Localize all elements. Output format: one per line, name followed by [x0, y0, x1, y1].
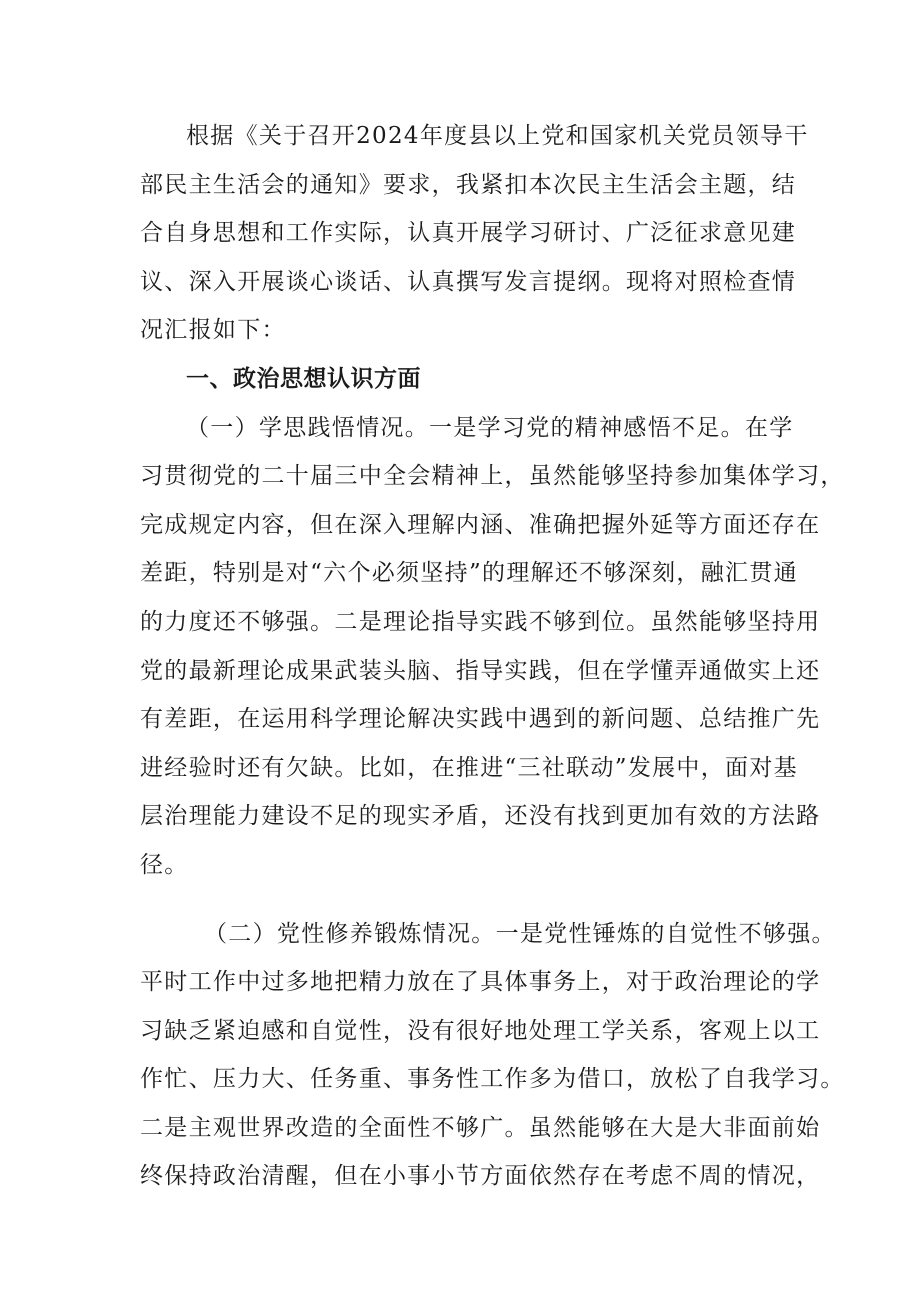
section1-part1-paragraph	[140, 404, 845, 890]
paragraph-line: 径。	[140, 851, 189, 878]
paragraph-line: 合自身思想和工作实际，认真开展学习研讨、广泛征求意见建	[140, 220, 797, 247]
paragraph-line: （一）学思践悟情况。一是学习党的精神感悟不足。在学	[186, 414, 794, 441]
paragraph-line: 部民主生活会的通知》要求，我紧扣本次民主生活会主题，结	[140, 171, 797, 198]
paragraph-line: 二是主观世界改造的全面性不够广。虽然能够在大是大非面前始	[140, 1114, 821, 1141]
paragraph-line: 有差距，在运用科学理论解决实践中遇到的新问题、总结推广先	[140, 706, 821, 733]
paragraph-line: 进经验时还有欠缺。比如，在推进“三社联动”发展中，面对基	[140, 754, 798, 781]
paragraph-spacer	[140, 890, 780, 910]
paragraph-line: 议、深入开展谈心谈话、认真撰写发言提纲。现将对照检查情	[140, 268, 797, 295]
section-heading: 一、政治思想认识方面	[186, 365, 421, 392]
paragraph-line: 的力度还不够强。二是理论指导实践不够到位。虽然能够坚持用	[140, 608, 821, 635]
document-body	[140, 112, 845, 1201]
intro-paragraph	[140, 112, 809, 355]
paragraph-line: 作忙、压力大、任务重、事务性工作多为借口，放松了自我学习。	[140, 1066, 845, 1093]
paragraph-line: 终保持政治清醒，但在小事小节方面依然存在考虑不周的情况，	[140, 1163, 821, 1190]
paragraph-line: 差距，特别是对“六个必须坚持”的理解还不够深刻，融汇贯通	[140, 560, 798, 587]
paragraph-line: 完成规定内容，但在深入理解内涵、准确把握外延等方面还存在	[140, 511, 821, 538]
section1-part2-paragraph	[140, 910, 845, 1202]
paragraph-line: 根据《关于召开2024年度县以上党和国家机关党员领导干	[186, 123, 809, 149]
paragraph-line: 党的最新理论成果武装头脑、指导实践，但在学懂弄通做实上还	[140, 657, 821, 684]
paragraph-line: 习贯彻党的二十届三中全会精神上，虽然能够坚持参加集体学习，	[140, 463, 845, 490]
paragraph-line: 层治理能力建设不足的现实矛盾，还没有找到更加有效的方法路	[140, 803, 821, 830]
paragraph-line: 习缺乏紧迫感和自觉性，没有很好地处理工学关系，客观上以工	[140, 1017, 821, 1044]
paragraph-line: 况汇报如下：	[140, 317, 286, 344]
paragraph-line: 平时工作中过多地把精力放在了具体事务上，对于政治理论的学	[140, 969, 821, 996]
paragraph-line: （二）党性修养锻炼情况。一是党性锤炼的自觉性不够强。	[204, 920, 836, 947]
